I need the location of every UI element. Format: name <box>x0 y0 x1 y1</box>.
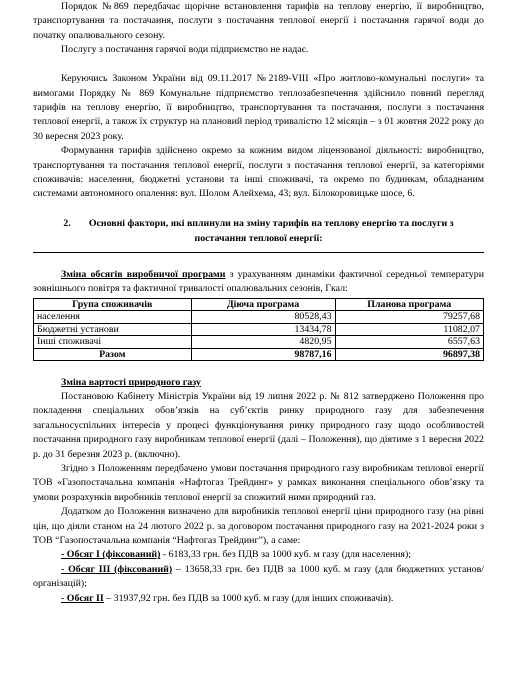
paragraph-law-basis: Керуючись Законом України від 09.11.2017 №2189-VIII «Про житлово-комунальні послуги» та вимогами Порядку № 869 Комунальне підприємство теплозабезпечення здійснило повний перегляд тарифів на теплову енергію, її виробництво, транспортування та постачання, послуги з постачання теплової енергії, а також їх структур на плановий період тривалістю 12 місяців – з 01 жовтня 2022 року до 30 вересня 2023 року. <box>33 73 484 142</box>
table-cell-group: Бюджетні установи <box>34 323 192 336</box>
volumes-heading: Зміна обсягів виробничої програми <box>61 268 226 280</box>
table-header-row <box>34 298 484 311</box>
table-cell-planned: 79257,68 <box>335 311 484 324</box>
paragraph-tariff-forming: Формування тарифів здійснено окремо за кожним видом ліцензованої діяльності: виробництво, транспортування та постачання теплової енергії, послуги з постачання теплової енергії, за категоріями споживачів: населення, бюджетні установи та інші споживачі, та окремо по будинкам, обладнаним системами автономного опалення: вул. Шолом Алейхема, 43; вул. Білокоровицьке шосе, 6. <box>33 145 484 200</box>
gas-heading-line <box>33 376 484 390</box>
volumes-table <box>33 298 484 362</box>
section-number: 2. <box>63 218 71 230</box>
spacer <box>33 58 484 73</box>
spacer <box>33 253 484 268</box>
list-item <box>33 592 484 606</box>
spacer <box>33 202 484 217</box>
table-cell-current: 4820,95 <box>191 336 335 349</box>
table-cell-current: 80528,43 <box>191 311 335 324</box>
paragraph-gas-conditions: Згідно з Положенням передбачено умови постачання природного газу виробникам теплової енергії ТОВ «Газопостачальна компанія «Нафтогаз Трейдинг» у рамках виконання спеціального обов’язку та умови розрахунків виробників теплової енергії за спожитий ними природний газ. <box>33 463 484 503</box>
paragraph-volumes <box>33 268 484 297</box>
column-header-planned: Планова програма <box>335 298 484 311</box>
section-title: Основні фактори, які вплинули на зміну тарифів на теплову енергію та послуги з постачання теплової енергії: <box>88 218 454 245</box>
section-heading <box>33 216 484 246</box>
table-total-current: 98787,16 <box>191 348 335 361</box>
paragraph-gas-resolution: Постановою Кабінету Міністрів України від 19 липня 2022 р. № 812 затверджено Положення про покладення спеціальних обов’язків на суб’єктів ринку природного газу для забезпечення загальносуспільних інтересів у процесі функціонування ринку природного газу щодо особливостей постачання природного газу виробникам теплової енергії (далі – Положення), що діятиме з 1 вересня 2022 р. до 31 березня 2023 р. (включно). <box>33 391 484 460</box>
table-cell-group: населення <box>34 311 192 324</box>
paragraph-tariff-order: Порядок №869 передбачає щорічне встановлення тарифів на теплову енергію, її виробництво, транспортування та постачання, послуги з постачання теплової енергії і постачання гарячої води до початку опалювального сезону. <box>33 1 484 41</box>
paragraph-hot-water: Послугу з постачання гарячої води підприємство не надає. <box>61 44 309 56</box>
table-row <box>34 323 484 336</box>
list-item-label: - Обсяг ІІ <box>61 592 104 604</box>
list-item-label: - Обсяг І (фіксований) <box>61 549 161 561</box>
table-row <box>34 336 484 349</box>
volumes-text: з урахуванням динаміки фактичної середньої температури зовнішнього повітря та фактичної тривалості опалювальних сезонів, Гкал: <box>33 268 484 295</box>
table-total-row <box>34 348 484 361</box>
list-item <box>33 548 484 562</box>
list-item <box>33 563 484 592</box>
gas-heading: Зміна вартості природного газу <box>61 376 201 388</box>
table-cell-planned: 11082,07 <box>335 323 484 336</box>
list-item-label: - Обсяг ІІІ (фіксований) <box>61 563 173 575</box>
list-item-text: - 6183,33 грн. без ПДВ за 1000 куб. м газу (для населення); <box>160 549 411 561</box>
paragraph-gas-prices: Додатком до Положення визначено для виробників теплової енергії ціни природного газу (на рівні цін, що діяли станом на 24 лютого 2022 р. за договором постачання природного газу на 2021-2024 роки з ТОВ “Газопостачальна компанія “Нафтогаз Трейдинг”), а саме: <box>33 506 484 547</box>
table-total-planned: 96897,38 <box>335 348 484 361</box>
list-item-text: – 13658,33 грн. без ПДВ за 1000 куб. м газу (для бюджетних установ/організацій); <box>33 563 485 590</box>
table-row <box>34 311 484 324</box>
table-cell-planned: 6557,63 <box>335 336 484 349</box>
column-header-current: Діюча програма <box>191 298 335 311</box>
list-item-text: – 31937,92 грн. без ПДВ за 1000 куб. м газу (для інших споживачів). <box>103 592 394 604</box>
column-header-group: Група споживачів <box>34 298 192 311</box>
table-cell-current: 13434,78 <box>191 323 335 336</box>
table-total-label: Разом <box>34 348 192 361</box>
table-cell-group: Інші споживачі <box>34 336 192 349</box>
spacer <box>33 361 484 376</box>
